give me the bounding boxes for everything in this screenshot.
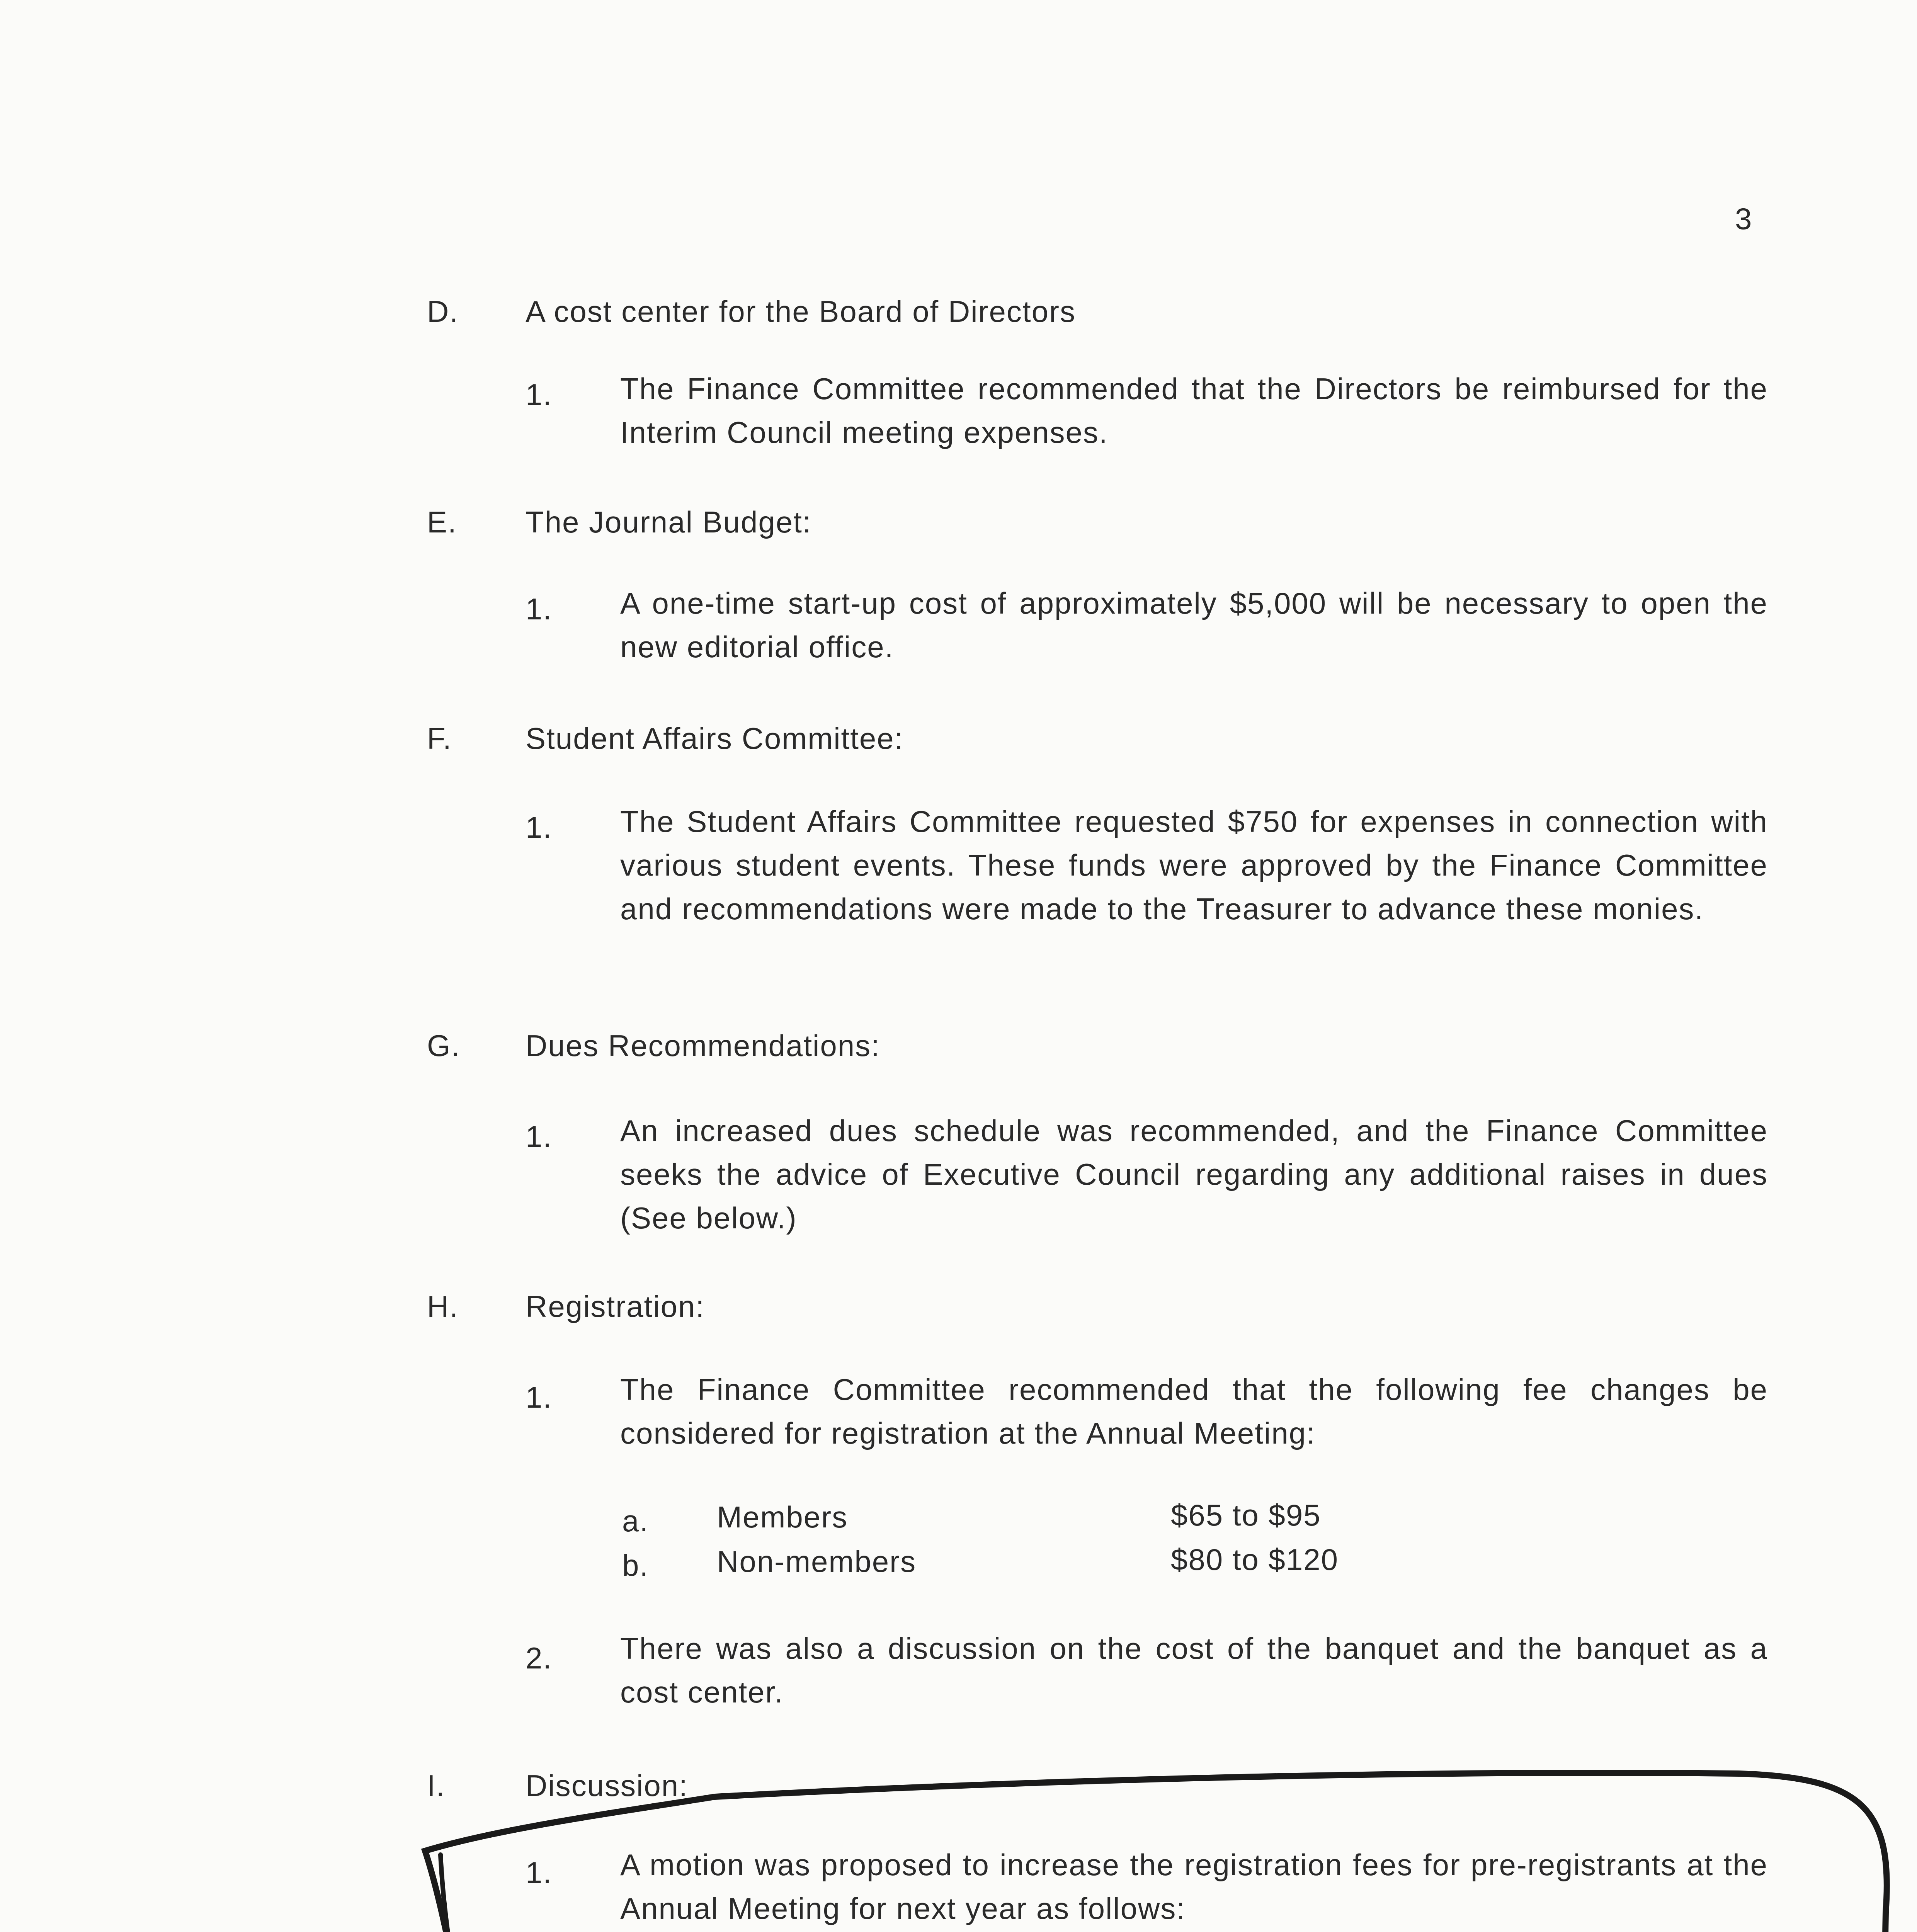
- hand-drawn-circle-inner: [441, 1855, 469, 1932]
- fee-letter: b.: [622, 1548, 649, 1582]
- section-title-h: Registration:: [526, 1289, 705, 1323]
- section-title-g: Dues Recommendations:: [526, 1029, 880, 1063]
- fee-label: Members: [717, 1500, 848, 1534]
- section-title-f: Student Affairs Committee:: [526, 721, 904, 755]
- item-number: 1.: [526, 592, 553, 626]
- section-title-e: The Journal Budget:: [526, 505, 812, 539]
- fee-value: $80 to $120: [1171, 1543, 1339, 1577]
- section-letter-f: F.: [427, 721, 452, 755]
- section-f-item-text: The Student Affairs Committee requested $750 for expenses in connection with various student events. These funds were approved by the Finance Committee and recommendations were made to the Treasurer to advance these monies.: [620, 804, 1768, 926]
- section-letter-h: H.: [427, 1289, 459, 1323]
- section-letter-g: G.: [427, 1029, 461, 1063]
- section-title-i: Discussion:: [526, 1769, 688, 1803]
- page-number: 3: [1735, 202, 1753, 236]
- section-h-item-text: The Finance Committee recommended that the following fee changes be considered for registration at the Annual Meeting:: [620, 1372, 1768, 1451]
- hand-drawn-circle: [425, 1773, 1887, 1932]
- fee-letter: a.: [622, 1504, 649, 1538]
- section-g-item-text: An increased dues schedule was recommended, and the Finance Committee seeks the advice of Executive Council regarding any additional raises in dues (See below.): [620, 1114, 1768, 1235]
- fee-value: $65 to $95: [1171, 1498, 1321, 1532]
- fee-label: Non-members: [717, 1544, 917, 1578]
- section-h-item-2-text: There was also a discussion on the cost of the banquet and the banquet as a cost center.: [620, 1631, 1768, 1709]
- item-number: 1.: [526, 810, 553, 844]
- section-letter-e: E.: [427, 505, 457, 539]
- section-letter-i: I.: [427, 1769, 446, 1803]
- item-number: 1.: [526, 1119, 553, 1153]
- item-number: 1.: [526, 378, 553, 412]
- section-letter-d: D.: [427, 294, 459, 328]
- item-number: 1.: [526, 1855, 553, 1889]
- item-number: 2.: [526, 1641, 553, 1675]
- section-title-d: A cost center for the Board of Directors: [526, 294, 1076, 328]
- item-number: 1.: [526, 1380, 553, 1414]
- section-i-item-text: A motion was proposed to increase the registration fees for pre-registrants at the Annual Meeting for next year as follows:: [620, 1848, 1768, 1926]
- section-d-item-text: The Finance Committee recommended that the Directors be reimbursed for the Interim Council meeting expenses.: [620, 372, 1768, 450]
- section-e-item-text: A one-time start-up cost of approximately $5,000 will be necessary to open the new editorial office.: [620, 586, 1768, 664]
